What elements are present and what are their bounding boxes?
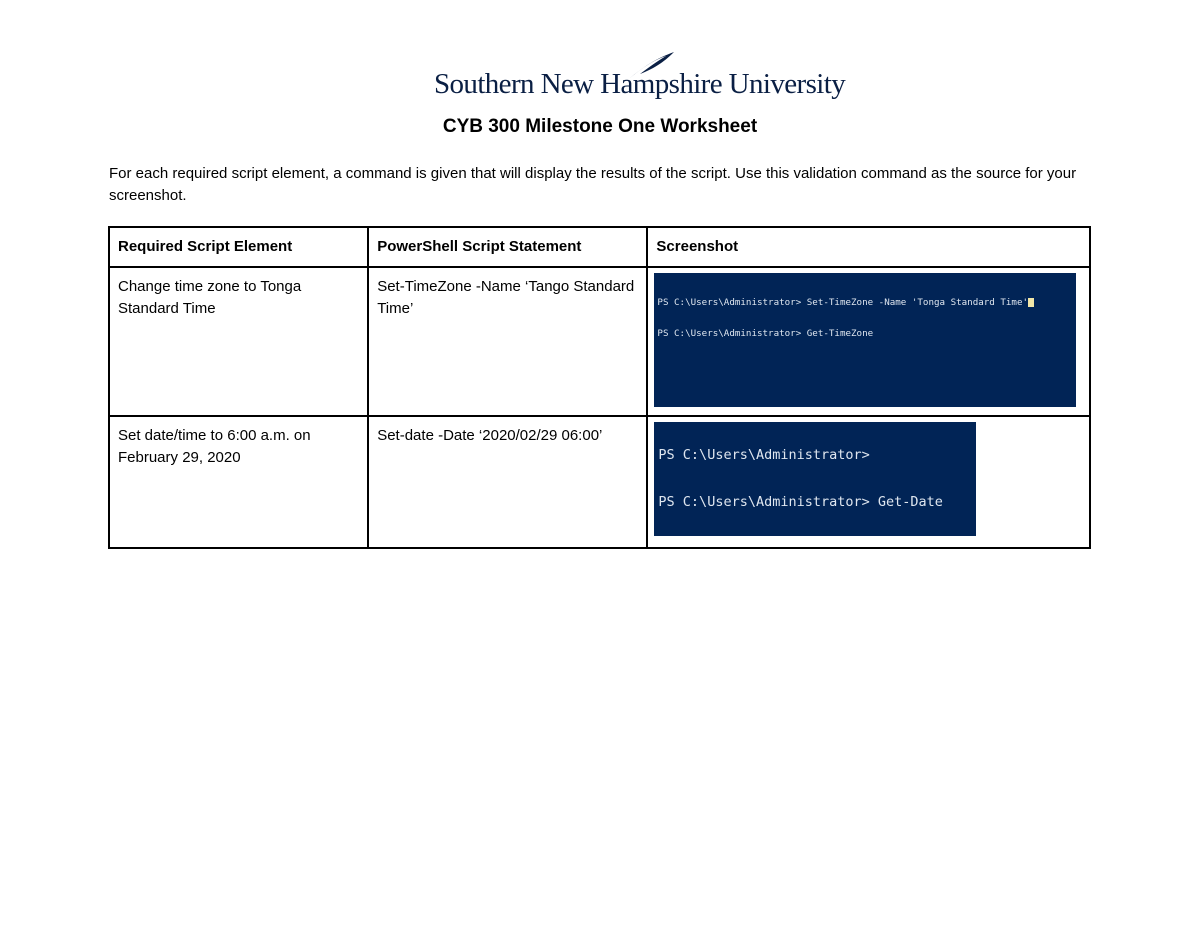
powershell-screenshot: [654, 273, 1076, 407]
console-line: PS C:\Users\Administrator> Get-Date: [658, 493, 943, 510]
intro-paragraph: For each required script element, a command is given that will display the results of the script. Use this validation command as the source for your screenshot.: [109, 165, 1077, 204]
console-line: PS C:\Users\Administrator>: [658, 448, 870, 463]
university-logo: [434, 50, 846, 106]
console-line: PS C:\Users\Administrator> Set-TimeZone -Name 'Tonga Standard Time': [657, 298, 1073, 308]
column-header-statement: PowerShell Script Statement: [368, 227, 647, 267]
page-title: CYB 300 Milestone One Worksheet: [442, 116, 758, 137]
table-header-row: [109, 227, 1090, 267]
powershell-screenshot: [654, 422, 976, 536]
screenshot-cell: [647, 416, 1090, 548]
column-header-element: Required Script Element: [109, 227, 368, 267]
script-element-cell: Set date/time to 6:00 a.m. on February 29, 2020: [109, 416, 368, 548]
console-line: [657, 391, 1073, 401]
script-statement-cell: Set-date -Date ‘2020/02/29 06:00’: [368, 416, 647, 548]
console-line: PS C:\Users\Administrator> Get-TimeZone: [657, 328, 874, 340]
logo-text: Southern New Hampshire University: [434, 68, 846, 100]
worksheet-table: [108, 226, 1091, 549]
table-row: [109, 267, 1090, 416]
column-header-screenshot: Screenshot: [647, 227, 1090, 267]
script-statement-cell: Set-TimeZone -Name ‘Tango Standard Time’: [368, 267, 647, 416]
script-element-cell: Change time zone to Tonga Standard Time: [109, 267, 368, 416]
table-row: [109, 416, 1090, 548]
screenshot-cell: [647, 267, 1090, 416]
console-line: [657, 360, 1073, 370]
console-cursor: [1028, 298, 1034, 307]
